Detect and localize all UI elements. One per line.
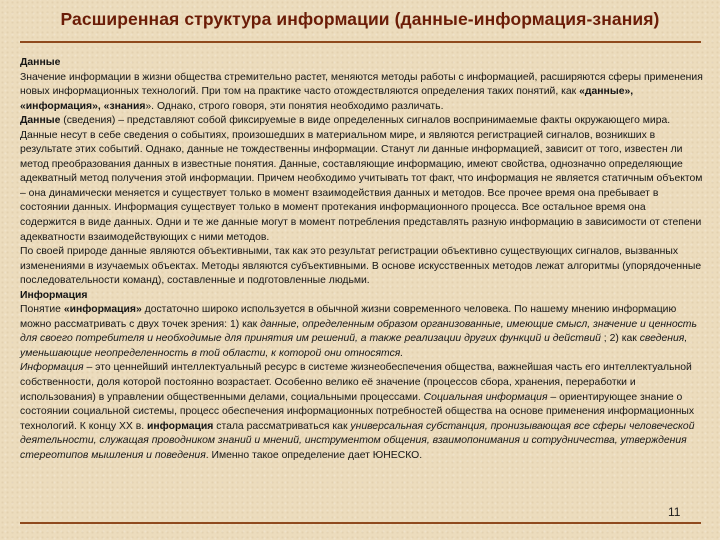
information-term: Информация [20,362,84,374]
slide-title: Расширенная структура информации (данные-информация-знания) [60,9,660,29]
paragraph-data-objective: По своей природе данные являются объективными, так как это результат регистрации объективно существующих сигналов, вызванных изменениями в изучаемых объектах. Методы являются субъективными. В основе искусственных методов лежат алгоритмы (упорядоченные последовательности команд), составленные и подготовленные людьми. [20,246,702,287]
social-information-term: Социальная информация [423,391,548,403]
intro-text: Значение информации в жизни общества стремительно растет, меняются методы работы с информацией, расширяются сферы применения новых информационных технологий. При том на практике часто отождествляются определения таких понятий, как [20,71,703,98]
concept-text: Понятие [20,304,64,316]
footer-divider [20,522,701,524]
resource-text-end: . Именно такое определение дает ЮНЕСКО. [205,449,423,461]
resource-text-3: стала рассматриваться как [213,420,351,432]
information-term-bold: информация [147,420,214,432]
paragraph-information-resource [20,361,704,463]
paragraph-intro [20,71,704,115]
data-term: Данные [20,115,61,127]
title-divider [20,41,701,43]
paragraph-information-concept [20,303,704,361]
resource-text-2: – ориентирующее знание о состоянии социальной системы, процесс обеспечения информационных потребностей общества на основе применения информационных технологий. К концу XX в. [20,391,695,432]
paragraph-data-definition [20,114,704,129]
paragraph-data-events: Данные несут в себе сведения о событиях, произошедших в материальном мире, и являются регистрацией сигналов, возникших в результате этих событий. Однако, данные не тождественны информации. Станут ли данные информацией, зависит от того, известен ли метод преобразования данных в известные понятия. Данные, составляющие информацию, имеют свойства, однозначно определяющие адекватный метод получения этой информации. Причем необходимо учитывать тот факт, что информация не является статичным объектом – она динамически меняется и существует только в момент взаимодействия данных и методов. Все прочее время она пребывает в состоянии данных. Информация существует только в момент протекания информационного процесса. Все остальное время она содержится в виде данных. Одни и те же данные могут в момент потребления представлять разную информацию в зависимости от степени адекватности взаимодействующих с ними методов. [20,129,703,243]
concept-term: «информация» [63,304,142,316]
intro-terms: «данные», «информация», «знания [20,86,634,112]
concept-text-3: ; 2) как [600,333,640,345]
data-definition-text: (сведения) – представляют собой фиксируемые в виде определенных сигналов воспринимаемые факты окружающего мира. [60,115,671,127]
page-number: 11 [668,505,681,519]
section-heading-data: Данные [20,57,61,68]
resource-text: – это ценнейший интеллектуальный ресурс в системе жизнеобеспечения общества, важнейшая часть его интеллектуальной собственности, доля которой постоянно возрастает. Особенно велико её значение (процессов сбора, хранения, переработки и использования) в управлении общественными делами, социальными процессами. [20,362,692,403]
unesco-definition: универсальная субстанция, пронизывающая все сферы человеческой деятельности, служащая проводником знаний и мнений, инструментом общения, взаимопонимания и сотрудничества, утверждения стереотипов мышления и поведения [20,420,695,461]
concept-view-1: данные, определенным образом организованные, имеющие смысл, значение и ценность для своего потребителя и необходимые для принятия им решений, а также реализации других функций и действий [20,318,697,345]
intro-text-end: ». Однако, строго говоря, эти понятия необходимо различать. [145,100,444,112]
slide-body [20,56,704,463]
section-heading-information: Информация [20,289,88,301]
concept-view-2: сведения, уменьшающие неопределенность в той области, к которой они относятся. [20,333,688,359]
concept-text-2: достаточно широко используется в обычной жизни современного человека. По нашему мнению информацию можно рассматривать с двух точек зрения: 1) как [20,304,677,330]
